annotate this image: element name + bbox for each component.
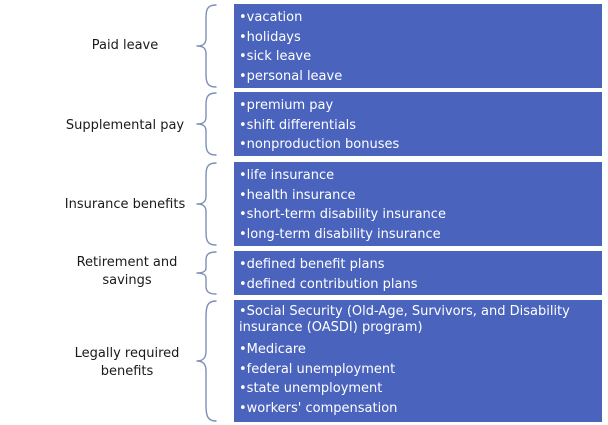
category-box-retirement-and-savings [234, 251, 602, 295]
category-label-retirement-and-savings: Retirement and savings [76, 255, 178, 288]
list-item: •state unemployment [239, 381, 383, 397]
list-item: •defined benefit plans [239, 257, 385, 272]
category-box-paid-leave [234, 4, 602, 88]
list-item: •workers' compensation [239, 401, 398, 417]
list-item: •premium pay [239, 98, 334, 113]
list-item: •defined contribution plans [239, 276, 418, 292]
curly-brace-icon [190, 162, 226, 246]
list-item: •shift differentials [239, 117, 357, 133]
list-item: •personal leave [239, 69, 343, 85]
list-item: •Social Security (Old-Age, Survivors, and Disability insurance (OASDI) program) [239, 304, 570, 335]
list-item: •federal unemployment [239, 361, 396, 377]
category-label-supplemental-pay: Supplemental pay [65, 118, 185, 133]
curly-brace-icon [190, 4, 226, 88]
curly-brace-icon [190, 300, 226, 422]
category-box-legally-required-benefits [234, 300, 602, 422]
list-item: •sick leave [239, 49, 312, 65]
list-item: •life insurance [239, 168, 335, 183]
list-item: •vacation [239, 10, 303, 25]
category-box-supplemental-pay [234, 92, 602, 156]
curly-brace-icon [190, 251, 226, 295]
curly-brace-icon [190, 92, 226, 156]
list-item: •health insurance [239, 187, 356, 203]
category-box-insurance-benefits [234, 162, 602, 246]
list-item: •holidays [239, 29, 301, 45]
category-label-legally-required-benefits: Legally required benefits [74, 346, 180, 379]
category-label-paid-leave: Paid leave [91, 38, 159, 53]
list-item: •nonproduction bonuses [239, 137, 400, 153]
list-item: •short-term disability insurance [239, 207, 446, 223]
category-label-insurance-benefits: Insurance benefits [64, 197, 186, 212]
list-item: •Medicare [239, 342, 306, 357]
list-item: •long-term disability insurance [239, 227, 441, 243]
